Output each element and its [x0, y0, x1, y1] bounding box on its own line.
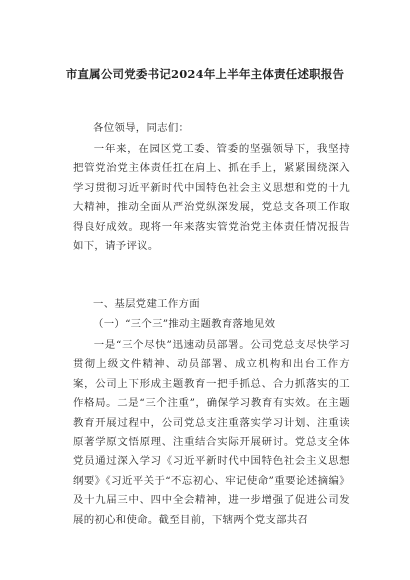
paragraph-intro: 一年来，在园区党工委、管委的坚强领导下，我坚持把管党治党主体责任扛在肩上、抓在手上，紧紧围绕深入学习贯彻习近平新时代中国特色社会主义思想和党的十九大精神，推动全面从严治党纵深发展，党总支各项工作取得良好成效。现将一年来落实管党治党主体责任情况报告如下，请予评议。	[73, 143, 350, 253]
greeting: 各位领导，同志们：	[93, 122, 190, 134]
subsection-heading: （一）“三个三”推动主题教育落地见效	[93, 318, 276, 330]
section-heading: 一、基层党建工作方面	[93, 298, 200, 310]
document-title: 市直属公司党委书记2024年上半年主体责任述职报告	[65, 67, 345, 81]
paragraph-body: 一是“三个尽快”迅速动员部署。公司党总支尽快学习贯彻上级文件精神、动员部署、成立机构和出台工作方案，公司上下形成主题教育一把手抓总、合力抓落实的工作格局。二是“三个注重”，确保学习教育有实效。在主题教育开展过程中，公司党总支注重落实学习计划、注重读原著学原文悟原理、注重结合实际开展研讨。党总支全体党员通过深入学习《习近平新时代中国特色社会主义思想纲要》《习近平关于“不忘初心、牢记使命”重要论述摘编》及十九届三中、四中全会精神，进一步增强了促进公司发展的初心和使命。截至目前，下辖两个党支部共召	[73, 339, 350, 526]
